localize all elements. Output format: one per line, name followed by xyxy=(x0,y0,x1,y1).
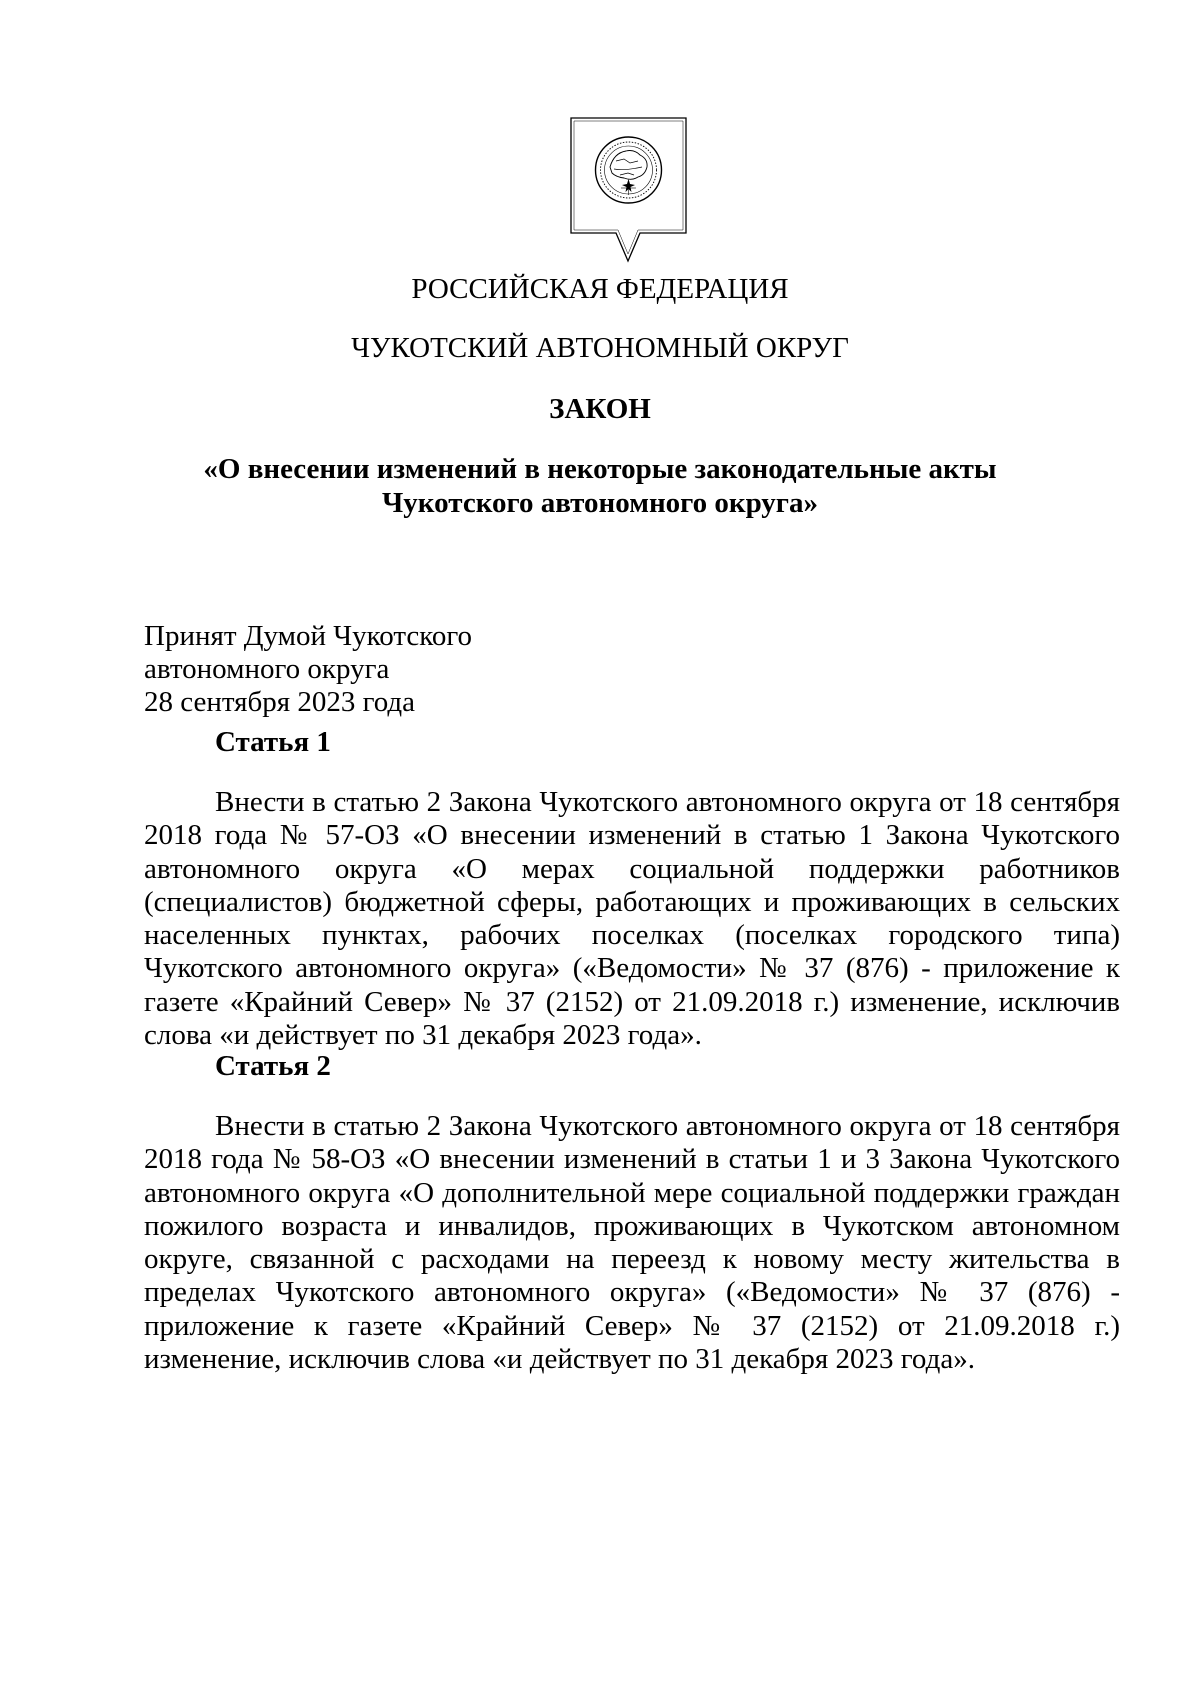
article-1-title: Статья 1 xyxy=(215,726,331,758)
adoption-line-2: автономного округа xyxy=(144,653,390,685)
law-title-line-2: Чукотского автономного округа» xyxy=(382,487,818,519)
article-2-text: Внести в статью 2 Закона Чукотского автономного округа от 18 сентября 2018 года № 58-ОЗ «О внесении изменений в статьи 1 и 3 Закона Чукотского автономного округа «О дополнительной мере социальной поддержки граждан пожилого возраста и инвалидов, проживающих в Чукотском автономном округе, связанной с расходами на переезд к новому месту жительства в пределах Чукотского автономного округа» («Ведомости» № 37 (876) - приложение к газете «Крайний Север» № 37 (2152) от 21.09.2018 г.) изменение, исключив слова «и действует по 31 декабря 2023 года». xyxy=(144,1110,1120,1375)
country-heading: РОССИЙСКАЯ ФЕДЕРАЦИЯ xyxy=(411,273,789,305)
law-title-line-1: «О внесении изменений в некоторые законодательные акты xyxy=(203,453,997,485)
adoption-block xyxy=(144,620,472,719)
adoption-line-1: Принят Думой Чукотского xyxy=(144,620,473,652)
article-1-text: Внести в статью 2 Закона Чукотского автономного округа от 18 сентября 2018 года № 57-ОЗ «О внесении изменений в статью 1 Закона Чукотского автономного округа «О мерах социальной поддержки работников (специалистов) бюджетной сферы, работающих и проживающих в сельских населенных пунктах, рабочих поселках (поселках городского типа) Чукотского автономного округа» («Ведомости» № 37 (876) - приложение к газете «Крайний Север» № 37 (2152) от 21.09.2018 г.) изменение, исключив слова «и действует по 31 декабря 2023 года». xyxy=(144,786,1120,1051)
adoption-line-3: 28 сентября 2023 года xyxy=(144,686,416,718)
region-heading: ЧУКОТСКИЙ АВТОНОМНЫЙ ОКРУГ xyxy=(351,332,849,364)
document-type-heading: ЗАКОН xyxy=(549,393,651,425)
chukotka-coat-of-arms-icon xyxy=(568,115,689,264)
article-2-title: Статья 2 xyxy=(215,1050,331,1082)
